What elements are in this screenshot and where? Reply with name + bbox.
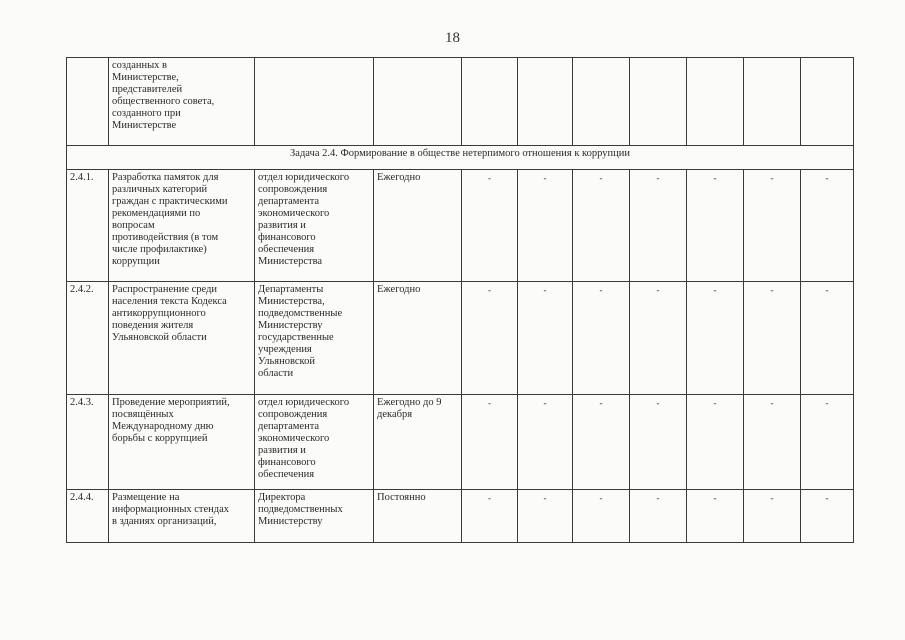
cell-num: 2.4.2. bbox=[67, 282, 109, 395]
cell-value bbox=[687, 58, 744, 146]
cell-value: - bbox=[630, 395, 687, 490]
cell-deadline: Ежегодно bbox=[374, 170, 462, 282]
cell-value: - bbox=[630, 490, 687, 543]
cell-value bbox=[462, 58, 518, 146]
cell-value: - bbox=[462, 490, 518, 543]
cell-value: - bbox=[462, 395, 518, 490]
cell-value: - bbox=[573, 395, 630, 490]
table-row bbox=[67, 395, 854, 490]
task-heading: Задача 2.4. Формирование в обществе нетерпимого отношения к коррупции bbox=[67, 146, 854, 170]
cell-executor bbox=[255, 58, 374, 146]
table-row bbox=[67, 170, 854, 282]
task-heading-row bbox=[67, 146, 854, 170]
table-row-continuation bbox=[67, 58, 854, 146]
cell-executor: отдел юридического сопровождения департамента экономического развития и финансового обеспечения bbox=[255, 395, 374, 490]
table-row bbox=[67, 490, 854, 543]
cell-value bbox=[744, 58, 801, 146]
cell-value: - bbox=[462, 170, 518, 282]
cell-value: - bbox=[518, 170, 573, 282]
cell-value: - bbox=[687, 395, 744, 490]
cell-value: - bbox=[744, 282, 801, 395]
cell-executor: Директора подведомственных Министерству bbox=[255, 490, 374, 543]
cell-deadline: Постоянно bbox=[374, 490, 462, 543]
cell-num: 2.4.1. bbox=[67, 170, 109, 282]
cell-value: - bbox=[744, 490, 801, 543]
cell-deadline: Ежегодно bbox=[374, 282, 462, 395]
table-row bbox=[67, 282, 854, 395]
cell-num: 2.4.3. bbox=[67, 395, 109, 490]
cell-value: - bbox=[801, 170, 854, 282]
cell-value: - bbox=[687, 170, 744, 282]
cell-event: Размещение на информационных стендах в зданиях организаций, bbox=[109, 490, 255, 543]
cell-value: - bbox=[687, 490, 744, 543]
cell-deadline bbox=[374, 58, 462, 146]
cell-value bbox=[573, 58, 630, 146]
cell-value bbox=[801, 58, 854, 146]
cell-value: - bbox=[744, 170, 801, 282]
cell-value: - bbox=[518, 395, 573, 490]
cell-value: - bbox=[630, 170, 687, 282]
cell-value: - bbox=[801, 395, 854, 490]
cell-value: - bbox=[630, 282, 687, 395]
cell-event: созданных в Министерстве, представителей общественного совета, созданного при Министерстве bbox=[109, 58, 255, 146]
cell-value: - bbox=[518, 490, 573, 543]
cell-num: 2.4.4. bbox=[67, 490, 109, 543]
page-number: 18 bbox=[445, 30, 460, 46]
cell-value: - bbox=[801, 490, 854, 543]
cell-value bbox=[518, 58, 573, 146]
cell-executor: отдел юридического сопровождения департамента экономического развития и финансового обеспечения Министерства bbox=[255, 170, 374, 282]
cell-value: - bbox=[462, 282, 518, 395]
cell-value: - bbox=[573, 170, 630, 282]
cell-event: Разработка памяток для различных категорий граждан с практическими рекомендациями по вопросам противодействия (в том числе профилактике) коррупции bbox=[109, 170, 255, 282]
cell-num bbox=[67, 58, 109, 146]
cell-executor: Департаменты Министерства, подведомственные Министерству государственные учреждения Ульяновской области bbox=[255, 282, 374, 395]
cell-value: - bbox=[687, 282, 744, 395]
cell-event: Распространение среди населения текста Кодекса антикоррупционного поведения жителя Ульяновской области bbox=[109, 282, 255, 395]
cell-value bbox=[630, 58, 687, 146]
cell-deadline: Ежегодно до 9 декабря bbox=[374, 395, 462, 490]
cell-value: - bbox=[801, 282, 854, 395]
cell-value: - bbox=[518, 282, 573, 395]
cell-value: - bbox=[573, 490, 630, 543]
cell-value: - bbox=[744, 395, 801, 490]
cell-event: Проведение мероприятий, посвящённых Международному дню борьбы с коррупцией bbox=[109, 395, 255, 490]
action-plan-table bbox=[66, 57, 854, 543]
cell-value: - bbox=[573, 282, 630, 395]
